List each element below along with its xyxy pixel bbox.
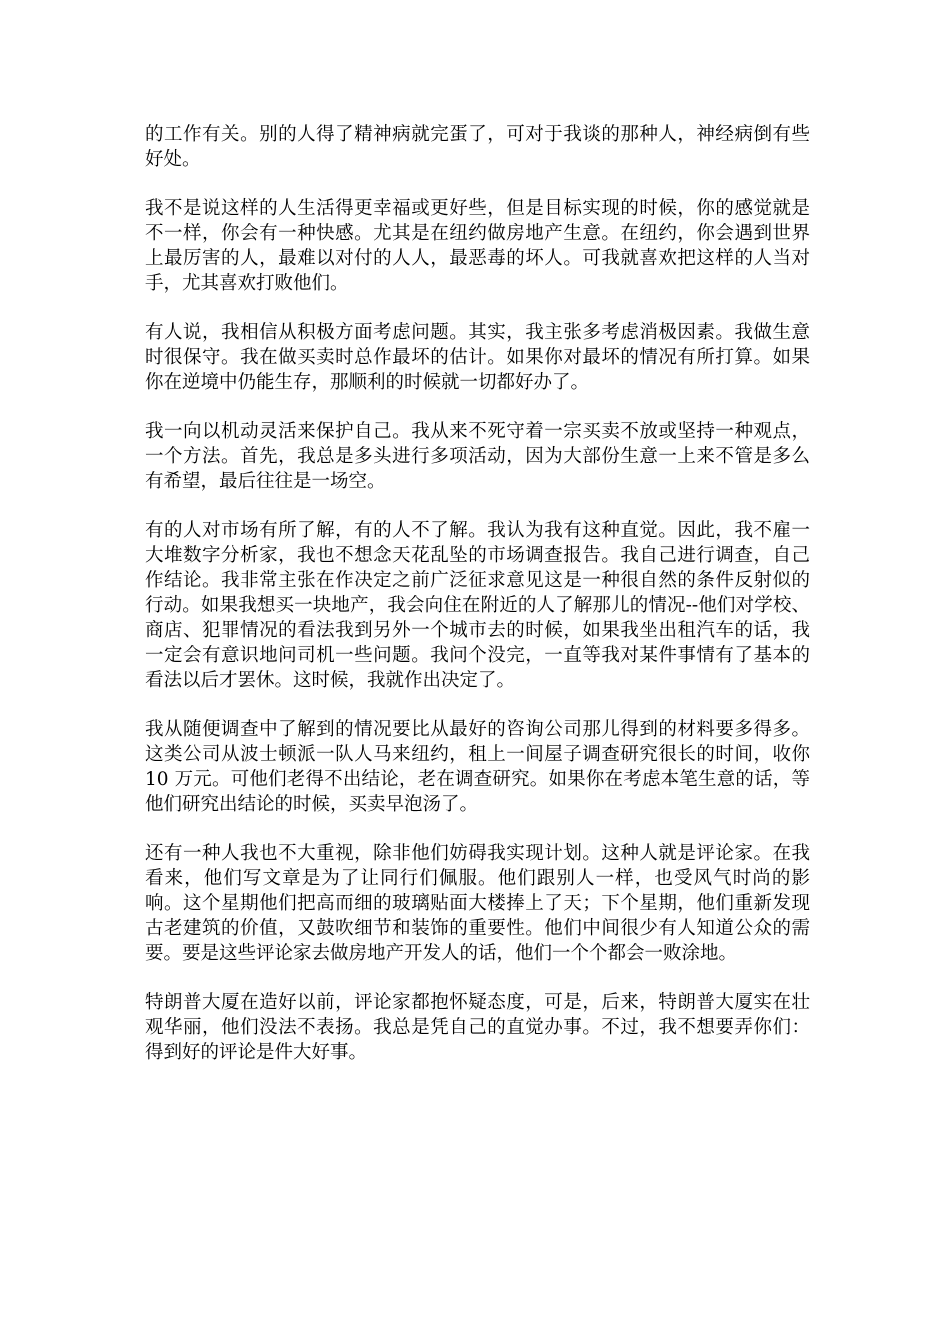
paragraph-6: 我从随便调查中了解到的情况要比从最好的咨询公司那儿得到的材料要多得多。这类公司从波士顿派一队人马来纽约，租上一间屋子调查研究很长的时间，收你 10 万元。可他们老得不出结论，老在调查研究。如果你在考虑本笔生意的话，等他们研究出结论的时候，买卖早泡汤了。 — [145, 719, 810, 815]
paragraph-3: 有人说，我相信从积极方面考虑问题。其实，我主张多考虑消极因素。我做生意时很保守。我在做买卖时总作最坏的估计。如果你对最坏的情况有所打算。如果你在逆境中仍能生存，那顺利的时候就一切都好办了。 — [145, 322, 810, 393]
paragraph-5: 有的人对市场有所了解，有的人不了解。我认为我有这种直觉。因此，我不雇一大堆数字分析家，我也不想念天花乱坠的市场调查报告。我自己进行调查，自己作结论。我非常主张在作决定之前广泛征求意见这是一种很自然的条件反射似的行动。如果我想买一块地产，我会向住在附近的人了解那儿的情况--他们对学校、商店、犯罪情况的看法我到另外一个城市去的时候，如果我坐出租汽车的话，我一定会有意识地问司机一些问题。我问个没完，一直等我对某件事情有了基本的看法以后才罢休。这时候，我就作出决定了。 — [145, 520, 810, 691]
paragraph-7: 还有一种人我也不大重视，除非他们妨碍我实现计划。这种人就是评论家。在我看来，他们写文章是为了让同行们佩服。他们跟别人一样，也受风气时尚的影响。这个星期他们把高而细的玻璃贴面大楼捧上了天；下个星期，他们重新发现古老建筑的价值，又鼓吹细节和装饰的重要性。他们中间很少有人知道公众的需要。要是这些评论家去做房地产开发人的话，他们一个个都会一败涂地。 — [145, 843, 810, 964]
paragraph-2: 我不是说这样的人生活得更幸福或更好些，但是目标实现的时候，你的感觉就是不一样，你会有一种快感。尤其是在纽约做房地产生意。在纽约，你会遇到世界上最厉害的人，最难以对付的人人，最恶毒的坏人。可我就喜欢把这样的人当对手，尤其喜欢打败他们。 — [145, 198, 810, 294]
paragraph-4: 我一向以机动灵活来保护自己。我从来不死守着一宗买卖不放或坚持一种观点，一个方法。首先，我总是多头进行多项活动，因为大部份生意一上来不管是多么有希望，最后往往是一场空。 — [145, 421, 810, 492]
document-page — [145, 122, 810, 1089]
paragraph-1: 的工作有关。别的人得了精神病就完蛋了，可对于我谈的那种人，神经病倒有些好处。 — [145, 124, 810, 170]
paragraph-8: 特朗普大厦在造好以前，评论家都抱怀疑态度，可是，后来，特朗普大厦实在壮观华丽，他们没法不表扬。我总是凭自己的直觉办事。不过，我不想要弄你们：得到好的评论是件大好事。 — [145, 992, 810, 1063]
